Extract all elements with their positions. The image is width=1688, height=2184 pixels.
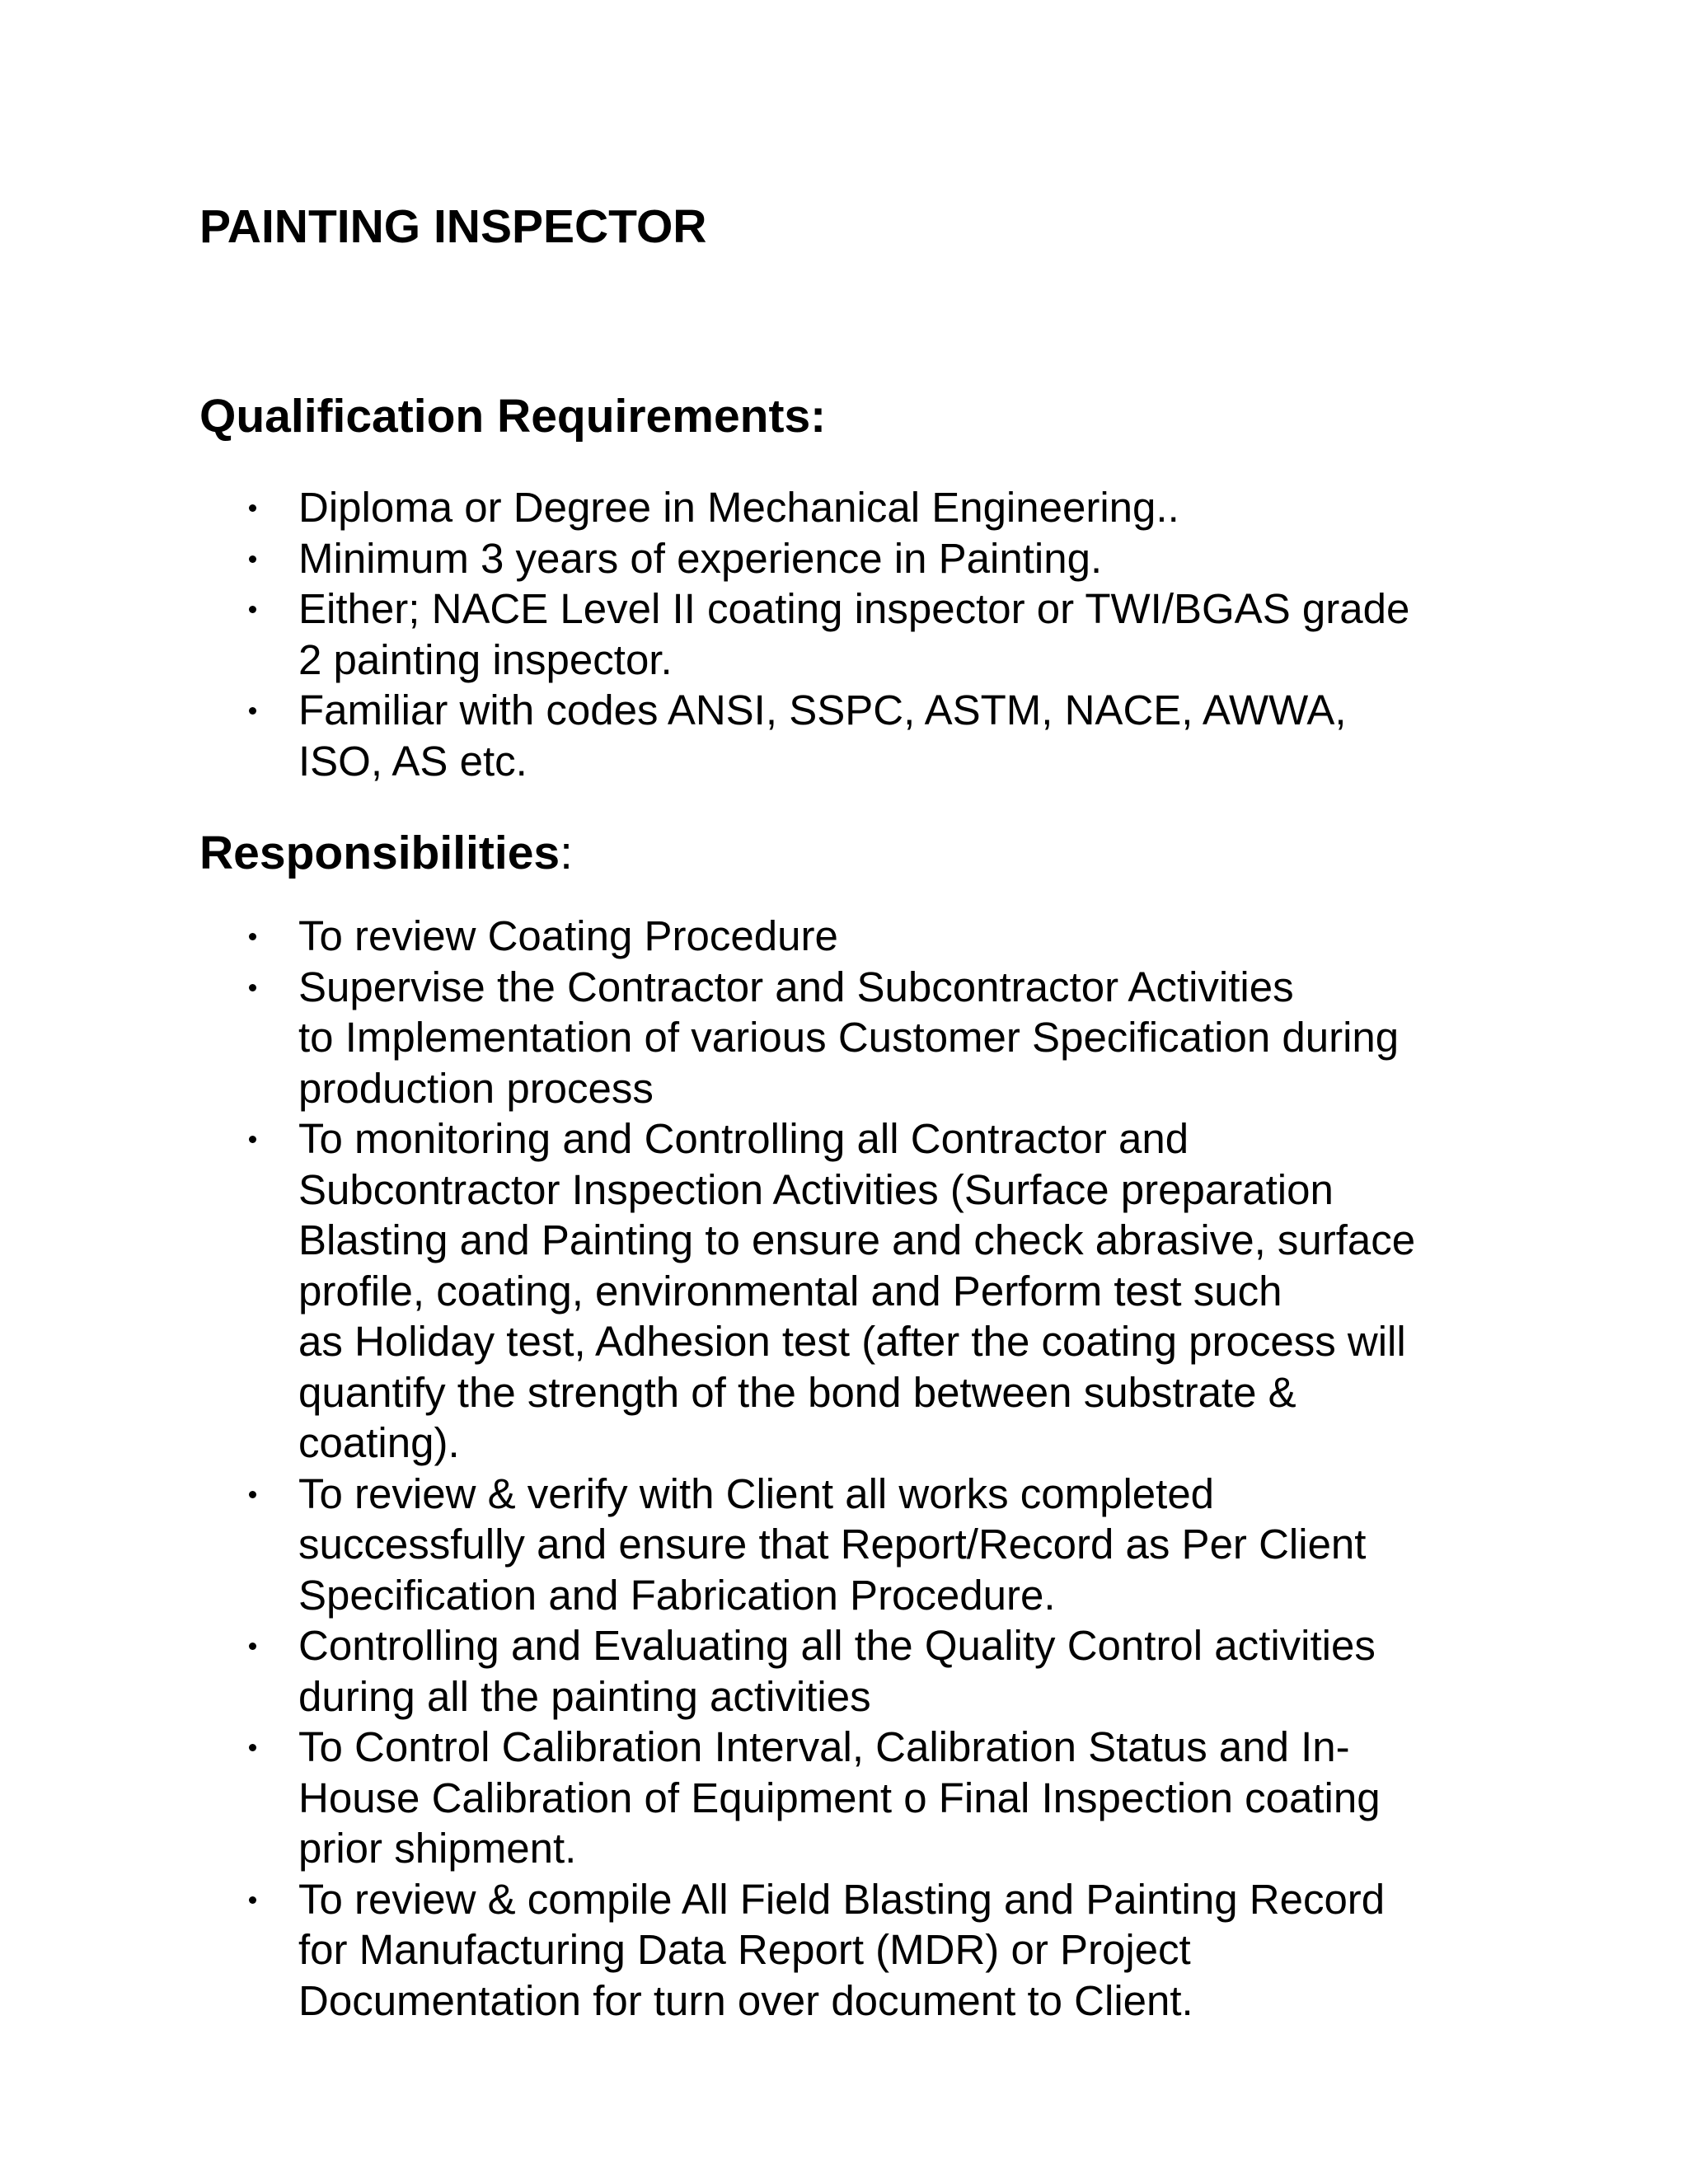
responsibilities-heading-colon: : [560, 827, 573, 879]
list-item-text: Controlling and Evaluating all the Quality Control activities during all the painting activities [298, 1622, 1376, 1720]
list-item-text: Familiar with codes ANSI, SSPC, ASTM, NACE, AWWA, ISO, AS etc. [298, 687, 1347, 785]
list-item [199, 1469, 1535, 1621]
list-item [199, 1620, 1535, 1722]
bullet-icon [249, 1136, 256, 1143]
list-item-text: Supervise the Contractor and Subcontractor Activities to Implementation of various Customer Specification during production process [298, 963, 1400, 1112]
list-item [199, 1722, 1535, 1874]
list-item-text: Minimum 3 years of experience in Painting. [298, 534, 1103, 582]
list-item [199, 583, 1535, 685]
list-item [199, 1874, 1535, 2027]
qualification-heading: Qualification Requirements: [199, 390, 827, 443]
list-item [199, 533, 1535, 584]
list-item-text: To review & verify with Client all works completed successfully and ensure that Report/Record as Per Client Specification and Fabrication Procedure. [298, 1469, 1367, 1619]
list-item-text: To monitoring and Controlling all Contractor and Subcontractor Inspection Activities (Surface preparation Blasting and Painting to ensure and check abrasive, surface profile, coating, environmental and Perform test such as Holiday test, Adhesion test (after the coating process will quantify the strength of the bond between substrate & coating). [298, 1115, 1416, 1466]
bullet-icon [249, 1491, 256, 1498]
responsibilities-heading-text: Responsibilities [199, 827, 560, 879]
bullet-icon [249, 504, 256, 512]
document-title: PAINTING INSPECTOR [199, 200, 707, 253]
list-item-text: To review Coating Procedure [298, 912, 838, 959]
list-item [199, 911, 1535, 962]
bullet-icon [249, 1896, 256, 1904]
bullet-icon [249, 933, 256, 940]
list-item-text: To Control Calibration Interval, Calibration Status and In- House Calibration of Equipment o Final Inspection coating prior shipment. [298, 1723, 1381, 1872]
bullet-icon [249, 606, 256, 613]
responsibilities-list [199, 911, 1535, 2026]
list-item-text: Diploma or Degree in Mechanical Engineering.. [298, 484, 1179, 531]
bullet-icon [249, 707, 256, 715]
responsibilities-heading [199, 824, 573, 882]
list-item [199, 482, 1535, 533]
list-item [199, 962, 1535, 1114]
qualification-list [199, 482, 1535, 786]
bullet-icon [249, 984, 256, 991]
list-item-text: To review & compile All Field Blasting and Painting Record for Manufacturing Data Report (MDR) or Project Documentation for turn over document to Client. [298, 1875, 1386, 2024]
bullet-icon [249, 1643, 256, 1650]
list-item-text: Either; NACE Level II coating inspector or TWI/BGAS grade 2 painting inspector. [298, 585, 1410, 683]
list-item [199, 1113, 1535, 1469]
list-item [199, 685, 1535, 786]
bullet-icon [249, 555, 256, 563]
bullet-icon [249, 1744, 256, 1751]
